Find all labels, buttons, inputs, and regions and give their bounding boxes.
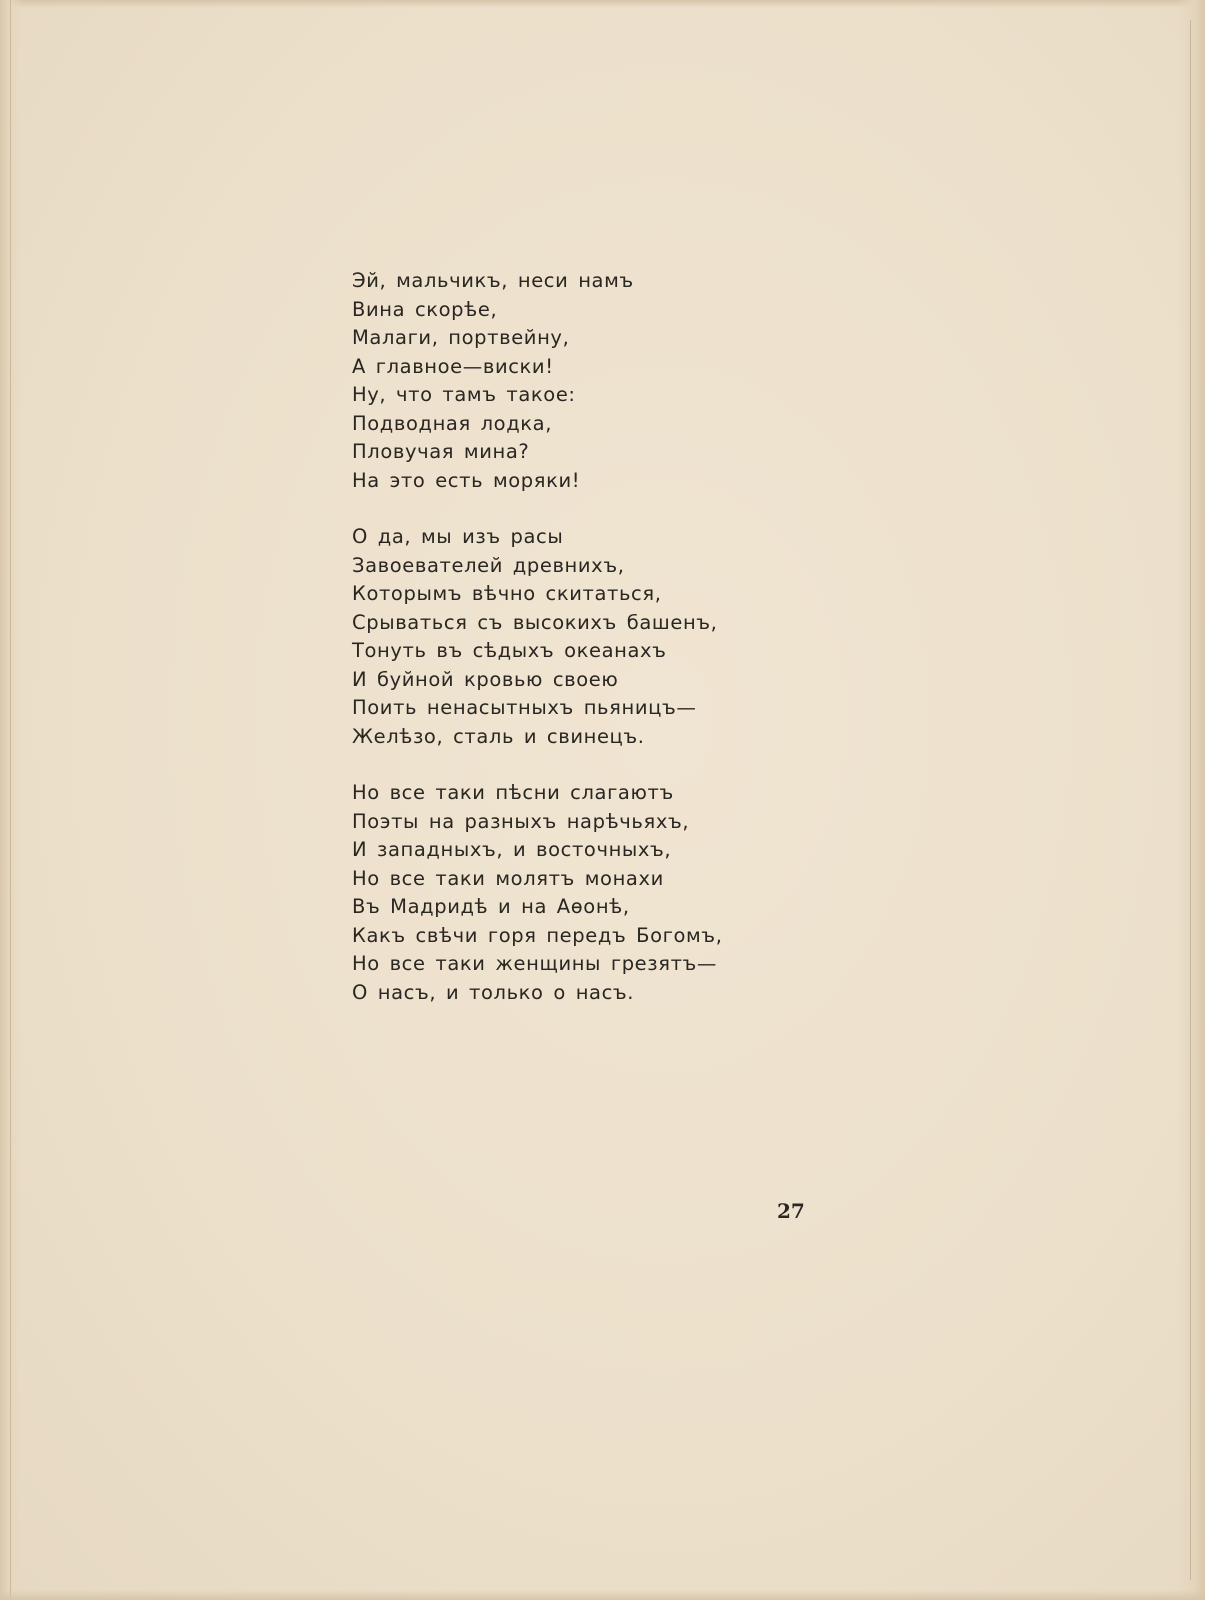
poem-line: Въ Мадридѣ и на Аѳонѣ, — [352, 895, 630, 918]
poem-line: Подводная лодка, — [352, 411, 553, 435]
poem-line: Но все таки молятъ монахи — [352, 866, 664, 890]
poem-line: Малаги, портвейну, — [352, 326, 570, 349]
poem-line: Какъ свѣчи горя передъ Богомъ, — [352, 923, 723, 947]
page-number: 27 — [777, 1199, 805, 1223]
poem-line: Но все таки женщины грезятъ— — [352, 952, 718, 975]
poem-line: О насъ, и только о насъ. — [352, 980, 635, 1004]
poem-line: И буйной кровью своею — [352, 667, 619, 691]
page-right-edge-line — [1190, 20, 1191, 1580]
stanza-2 — [352, 523, 812, 751]
poem-line: Поить ненасытныхъ пьяницъ— — [352, 696, 697, 719]
page-right-edge — [1177, 0, 1205, 1600]
stanza-1 — [352, 267, 812, 495]
poem-line: Но все таки пѣсни слагаютъ — [352, 781, 674, 804]
poem-line: На это есть моряки! — [352, 468, 581, 492]
poem-line: Вина скорѣе, — [352, 297, 498, 321]
poem-line: Поэты на разныхъ нарѣчьяхъ, — [352, 809, 690, 833]
poem-line: Ну, что тамъ такое: — [352, 383, 576, 406]
poem-line: И западныхъ, и восточныхъ, — [352, 838, 672, 861]
poem-line: Срываться съ высокихъ башенъ, — [352, 610, 718, 634]
poem-line: Которымъ вѣчно скитаться, — [352, 582, 662, 605]
binding-fold-line — [10, 0, 11, 1600]
poem-line: Тонуть въ сѣдыхъ океанахъ — [352, 639, 667, 662]
stanza-3 — [352, 779, 812, 1007]
poem-line: Завоевателей древнихъ, — [352, 553, 625, 577]
poem-line: А главное—виски! — [352, 354, 554, 378]
poem-line: Эй, мальчикъ, неси намъ — [352, 269, 634, 292]
binding-gutter — [0, 0, 22, 1600]
poem-line: Пловучая мина? — [352, 440, 530, 463]
poem-text — [352, 267, 812, 1035]
poem-line: Желѣзо, сталь и свинецъ. — [352, 724, 645, 748]
poem-line: О да, мы изъ расы — [352, 525, 564, 548]
page-top-edge — [0, 0, 1205, 8]
page-bottom-edge — [0, 1590, 1205, 1600]
